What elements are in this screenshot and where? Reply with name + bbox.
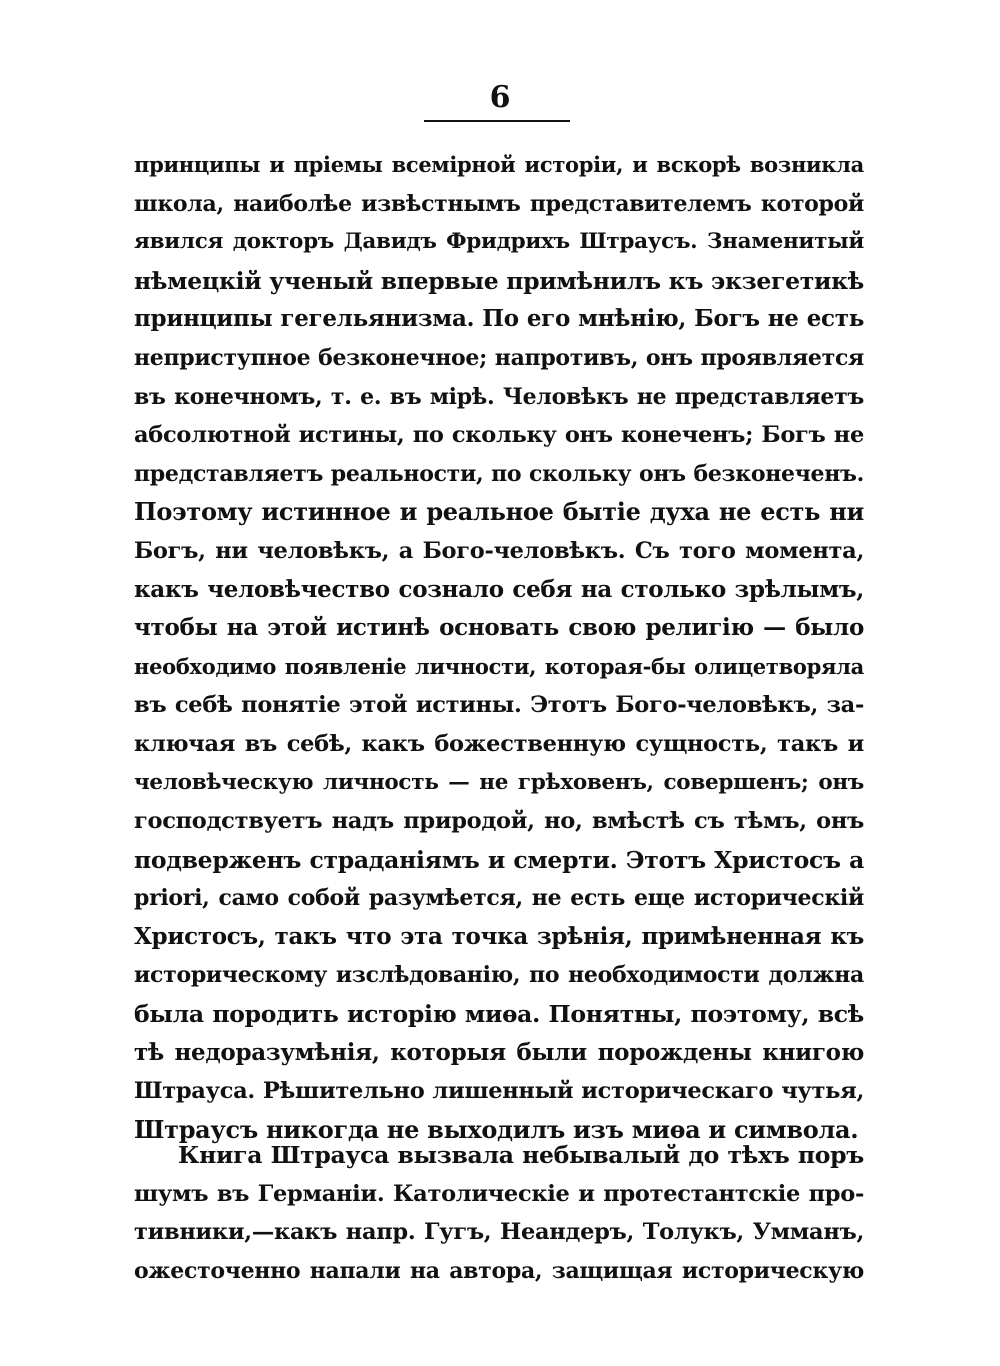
text-line: принципы гегельянизма. По его мнѣнію, Богъ не есть <box>134 305 864 333</box>
text-line: была породить исторію миѳа. Понятны, поэтому, всѣ <box>134 1000 864 1029</box>
text-line: какъ человѣчество сознало себя на столько зрѣлымъ, <box>134 575 864 603</box>
text-line: явился докторъ Давидъ Фридрихъ Штраусъ. Знаменитый <box>134 229 864 255</box>
text-line: шумъ въ Германіи. Католическіе и протестантскіе про- <box>134 1180 864 1207</box>
text-line: необходимо появленіе личности, которая-бы олицетворяла <box>134 653 864 679</box>
text-line: принципы и пріемы всемірной исторіи, и вскорѣ возникла <box>134 152 864 177</box>
text-line: тивники,—какъ напр. Гугъ, Неандеръ, Толукъ, Умманъ, <box>134 1219 864 1246</box>
text-line: Штраусъ никогда не выходилъ изъ миѳа и символа. <box>134 1114 859 1144</box>
text-line: представляетъ реальности, по скольку онъ безконеченъ. <box>134 460 864 487</box>
text-line: абсолютной истины, по скольку онъ конеченъ; Богъ не <box>134 422 864 449</box>
text-line: Штрауса. Рѣшительно лишенный историческаго чутья, <box>134 1078 864 1105</box>
header-rule <box>424 120 570 122</box>
text-line: господствуетъ надъ природой, но, вмѣстѣ съ тѣмъ, онъ <box>134 808 864 835</box>
text-line: ключая въ себѣ, какъ божественную сущность, такъ и <box>134 730 864 757</box>
paragraph-2 <box>134 1136 864 1290</box>
text-line: въ себѣ понятіе этой истины. Этотъ Бого-человѣкъ, за- <box>134 692 864 719</box>
text-line: Поэтому истинное и реальное бытіе духа не есть ни <box>134 497 864 527</box>
text-line: Богъ, ни человѣкъ, а Бого-человѣкъ. Съ того момента, <box>134 537 864 564</box>
text-line: чтобы на этой истинѣ основать свою религію — было <box>134 614 864 642</box>
text-line: Христосъ, такъ что эта точка зрѣнія, примѣненная къ <box>134 922 864 950</box>
text-line: въ конечномъ, т. е. въ мірѣ. Человѣкъ не представляетъ <box>134 383 864 410</box>
text-line: priori, само собой разумѣется, не есть еще историческій <box>134 885 864 912</box>
text-line: ожесточенно напали на автора, защищая историческую <box>134 1257 864 1284</box>
text-line: школа, наиболѣе извѣстнымъ представителемъ которой <box>134 190 864 217</box>
page-number: 6 <box>489 80 511 115</box>
paragraph-1 <box>134 146 864 1149</box>
text-line: Книга Штрауса вызвала небывалый до тѣхъ поръ <box>178 1141 864 1169</box>
text-line: историческому изслѣдованію, по необходимости должна <box>134 962 864 989</box>
text-line: человѣческую личность — не грѣховенъ, совершенъ; онъ <box>134 769 864 795</box>
text-line: подверженъ страданіямъ и смерти. Этотъ Христосъ a <box>134 845 864 874</box>
text-line: нѣмецкій ученый впервые примѣнилъ къ экзегетикѣ <box>134 266 865 295</box>
text-line: тѣ недоразумѣнія, которыя были порождены книгою <box>134 1038 864 1066</box>
text-line: неприступное безконечное; напротивъ, онъ проявляется <box>134 344 864 371</box>
